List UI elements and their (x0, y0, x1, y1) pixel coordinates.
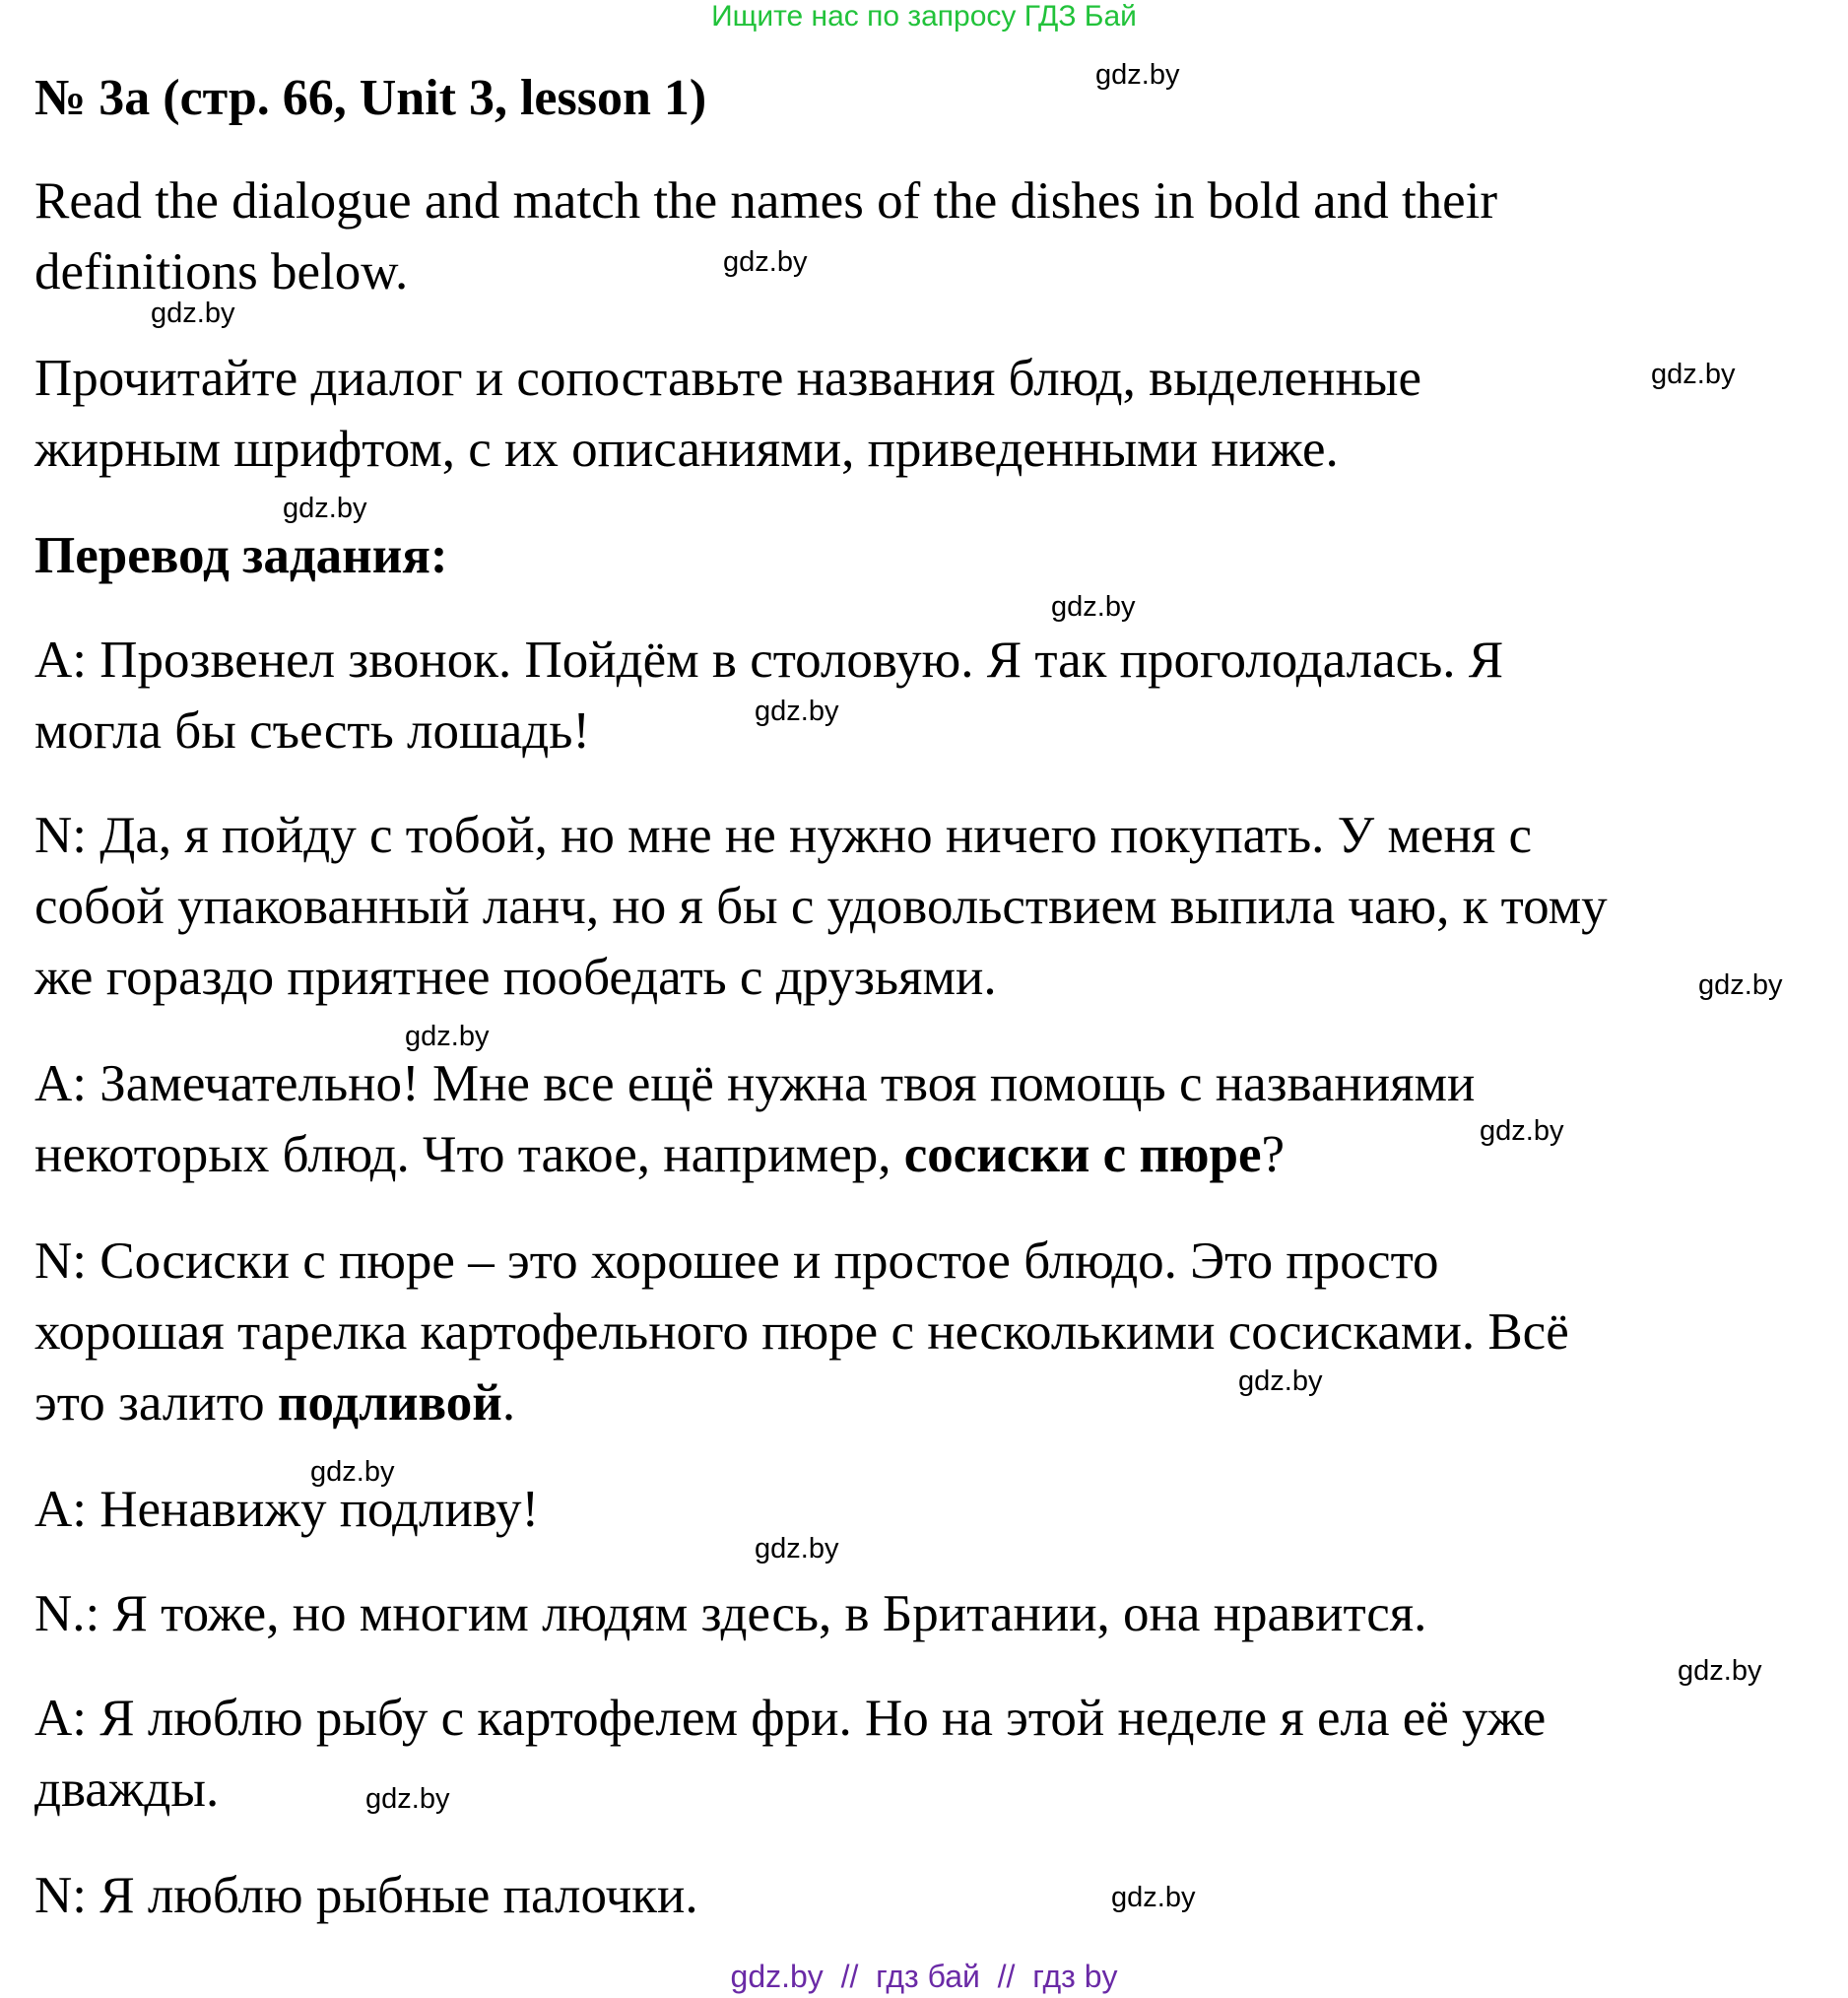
dialogue-text: хорошая тарелка картофельного пюре с несколькими сосисками. Всё (34, 1303, 1569, 1361)
dialogue-text: это залито (34, 1374, 278, 1432)
watermark: gdz.by (283, 493, 367, 524)
dialogue-line-2 (34, 800, 1808, 1013)
dialogue-text: N: Я люблю рыбные палочки. (34, 1867, 698, 1924)
dialogue-text: ? (1261, 1126, 1286, 1183)
watermark: gdz.by (1095, 59, 1180, 91)
dialogue-line-6 (34, 1578, 1808, 1649)
dialogue-text: А: Ненавижу подливу! (34, 1481, 540, 1538)
watermark: gdz.by (755, 1533, 839, 1565)
dialogue-text: А: Замечательно! Мне все ещё нужна твоя помощь с названиями (34, 1055, 1476, 1112)
watermark: gdz.by (405, 1021, 490, 1052)
watermark: gdz.by (1678, 1655, 1762, 1687)
watermark: gdz.by (1051, 591, 1136, 623)
dish-name-bold: подливой (277, 1374, 502, 1432)
watermark: gdz.by (151, 298, 235, 329)
task-russian-line: Прочитайте диалог и сопоставьте названия блюд, выделенные (34, 350, 1422, 407)
dialogue-text: дважды. (34, 1761, 220, 1818)
dialogue-line-4 (34, 1226, 1808, 1438)
dialogue-text: N: Да, я пойду с тобой, но мне не нужно ничего покупать. У меня с (34, 807, 1533, 864)
dish-name-bold: сосиски с пюре (903, 1126, 1262, 1183)
translation-heading: Перевод задания: (34, 527, 448, 584)
task-russian (34, 343, 1808, 485)
dialogue-text: могла бы съесть лошадь! (34, 702, 591, 760)
dialogue-text: собой упакованный ланч, но я бы с удовольствием выпила чаю, к тому (34, 878, 1608, 935)
footer-links[interactable]: gdz.by // гдз бай // гдз by (730, 1959, 1118, 1994)
dialogue-text: N.: Я тоже, но многим людям здесь, в Британии, она нравится. (34, 1585, 1427, 1642)
watermark: gdz.by (310, 1456, 395, 1488)
watermark: gdz.by (1651, 359, 1736, 390)
dialogue-line-5 (34, 1474, 1808, 1545)
watermark: gdz.by (365, 1783, 450, 1815)
dialogue-text-mixed (34, 1367, 1808, 1438)
dialogue-text: N: Сосиски с пюре – это хорошее и простое блюдо. Это просто (34, 1232, 1439, 1290)
watermark: gdz.by (1111, 1882, 1196, 1913)
dialogue-text: А: Прозвенел звонок. Пойдём в столовую. Я так проголодалась. Я (34, 632, 1504, 689)
watermark: gdz.by (755, 696, 839, 727)
task-english (34, 166, 1808, 307)
dialogue-text: А: Я люблю рыбу с картофелем фри. Но на этой неделе я ела её уже (34, 1690, 1547, 1747)
watermark: gdz.by (1480, 1115, 1564, 1147)
task-english-line: Read the dialogue and match the names of the dishes in bold and their (34, 172, 1498, 230)
watermark: gdz.by (723, 246, 808, 278)
task-english-line: definitions below. (34, 243, 409, 300)
dialogue-line-8 (34, 1860, 1808, 1931)
dialogue-line-7 (34, 1683, 1808, 1825)
page-title: № 3a (стр. 66, Unit 3, lesson 1) (34, 70, 707, 126)
dialogue-text: некоторых блюд. Что такое, например, (34, 1126, 904, 1183)
watermark: gdz.by (1698, 969, 1783, 1001)
dialogue-text: же гораздо приятнее пообедать с друзьями. (34, 949, 997, 1006)
dialogue-line-1 (34, 625, 1808, 766)
top-search-banner[interactable]: Ищите нас по запросу ГДЗ Бай (711, 0, 1137, 33)
dialogue-text: . (501, 1374, 516, 1432)
task-russian-line: жирным шрифтом, с их описаниями, приведенными ниже. (34, 421, 1339, 478)
watermark: gdz.by (1238, 1365, 1323, 1397)
